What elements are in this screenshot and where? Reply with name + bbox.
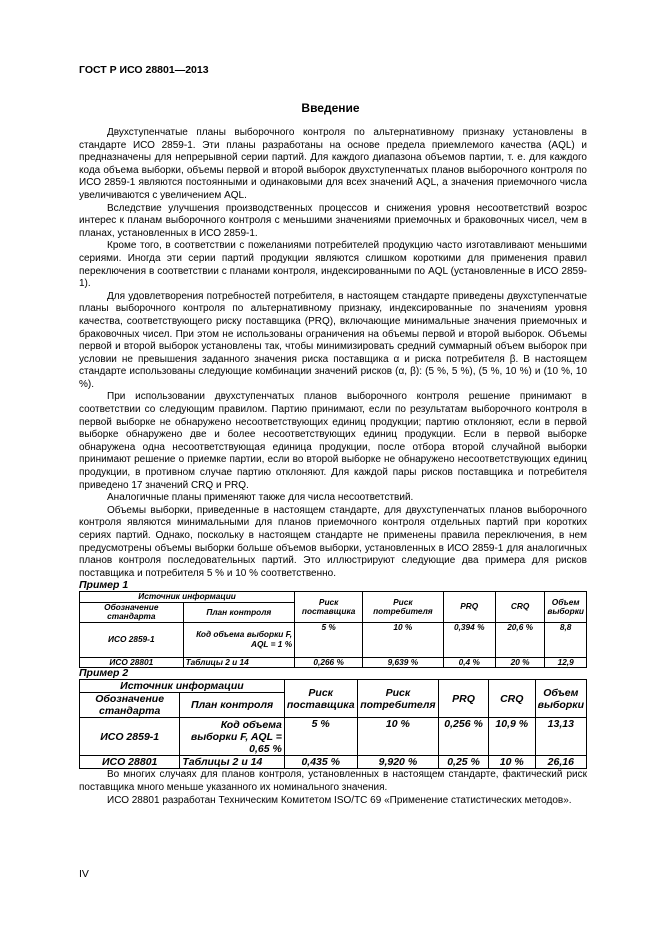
col-prq: PRQ xyxy=(439,680,489,718)
cell-designation: ИСО 2859-1 xyxy=(80,718,180,756)
paragraph: Аналогичные планы применяют также для числа несоответствий. xyxy=(107,492,414,504)
section-title: Введение xyxy=(301,101,360,115)
cell-risk-supplier: 5 % xyxy=(295,622,363,657)
cell-plan: Код объема выборки F, AQL = 1 % xyxy=(183,622,295,657)
paragraph: При использовании двухступенчатых планов выборочного контроля решение принимают в соответствии со следующим правилом. Партию принимают, если по результатам выборочного контроля в первой выборке не обнаружено несоответствующих единиц продукции; партию отклоняют, если в первой выборке обнаружено две и более несоответствующих единиц продукции. Если в первой выборке обнаружена одна несоответствующая единица продукции, после отбора второй случайной выборки принимают решение о приемке партии, если во второй выборке не обнаружено несоответствующих единиц продукции, в противном случае партию отклоняют. Для каждой пары рисков поставщика и потребителя приведено 17 значений CRQ и PRQ. xyxy=(79,391,587,491)
source-header: Источник информации xyxy=(80,592,295,603)
cell-plan: Код объема выборки F, AQL = 0,65 % xyxy=(180,718,285,756)
document-header: ГОСТ Р ИСО 28801—2013 xyxy=(79,64,209,76)
cell-risk-supplier: 5 % xyxy=(284,718,357,756)
col-plan: План контроля xyxy=(180,693,285,718)
paragraph: Во многих случаях для планов контроля, установленных в настоящем стандарте, фактический риск поставщика много меньше указанного их номинального значения. xyxy=(79,769,587,793)
cell-prq: 0,4 % xyxy=(443,657,495,668)
example-2-label: Пример 2 xyxy=(79,667,129,680)
cell-plan: Таблицы 2 и 14 xyxy=(180,756,285,769)
table-row xyxy=(80,680,587,693)
paragraph: Объемы выборки, приведенные в настоящем стандарте, для двухступенчатых планов выборочного контроля являются минимальными для планов приемочного контроля отдельных партий при коротких сериях партий. Однако, поскольку в настоящем стандарте не применены правила переключения, в нем предусмотрены объемы выборки больше объемов выборки, установленных в ИСО 2859-1 для аналогичных планов контроля последовательных партий. Это иллюстрируют следующие два примера для рисков поставщика и потребителя 5 % и 10 % соответственно. xyxy=(79,504,587,579)
cell-risk-consumer: 10 % xyxy=(363,622,443,657)
example-1-table xyxy=(79,591,587,668)
col-volume: Объем выборки xyxy=(545,592,587,623)
cell-volume: 12,9 xyxy=(545,657,587,668)
cell-designation: ИСО 28801 xyxy=(80,756,180,769)
cell-prq: 0,256 % xyxy=(439,718,489,756)
paragraph: ИСО 28801 разработан Техническим Комитетом ISO/TC 69 «Применение статистических методов». xyxy=(107,794,572,806)
col-risk-consumer: Риск потребителя xyxy=(363,592,443,623)
cell-designation: ИСО 2859-1 xyxy=(80,622,184,657)
source-header: Источник информации xyxy=(80,680,285,693)
table-row xyxy=(80,756,587,769)
paragraph: Для удовлетворения потребностей потребителя, в настоящем стандарте приведены двухступенчатые планы выборочного контроля по альтернативному признаку, индексированные по значениям уровня качества, соответствующего риску поставщика (PRQ), включающие минимальные значения приемочных и браковочных чисел. При этом не использованы ограничения на объемы первой и второй выборок. Объемы первой и второй выборок установлены так, чтобы минимизировать средний суммарный объем выборок при условии не превышения заданного значения риска поставщика α и риска потребителя β. В настоящем стандарте использованы следующие комбинации значений рисков (α, β): (5 %, 5 %), (5 %, 10 %) и (10 %, 10 %). xyxy=(79,290,587,390)
cell-designation: ИСО 28801 xyxy=(80,657,184,668)
table-row xyxy=(80,622,587,657)
cell-prq: 0,394 % xyxy=(443,622,495,657)
col-risk-supplier: Риск поставщика xyxy=(284,680,357,718)
col-volume: Объем выборки xyxy=(535,680,586,718)
cell-crq: 20 % xyxy=(495,657,544,668)
cell-volume: 13,13 xyxy=(535,718,586,756)
paragraph: Двухступенчатые планы выборочного контроля по альтернативному признаку установлены в стандарте ИСО 2859-1. Эти планы разработаны на основе предела приемлемого качества (AQL) и предназначены для непрерывной серии партий. Для каждого диапазона объемов партии, т. е. для каждого кода объема выборки, объемы первой и второй выборок двухступенчатых планов выборочного контроля по ИСО 2859-1 являются постоянными и одинаковыми для всех значений AQL, а значения приемочного числа увеличиваются с увеличением AQL. xyxy=(79,127,587,201)
document-body xyxy=(79,127,587,807)
cell-volume: 8,8 xyxy=(545,622,587,657)
example-2-table xyxy=(79,679,587,769)
cell-risk-consumer: 9,639 % xyxy=(363,657,443,668)
table-row xyxy=(80,657,587,668)
table-row xyxy=(80,718,587,756)
cell-crq: 10 % xyxy=(488,756,535,769)
example-1-label: Пример 1 xyxy=(79,579,129,592)
cell-plan: Таблицы 2 и 14 xyxy=(183,657,295,668)
col-designation: Обозначение стандарта xyxy=(80,602,184,622)
col-prq: PRQ xyxy=(443,592,495,623)
col-plan: План контроля xyxy=(183,602,295,622)
cell-prq: 0,25 % xyxy=(439,756,489,769)
col-crq: CRQ xyxy=(488,680,535,718)
col-crq: CRQ xyxy=(495,592,544,623)
cell-crq: 10,9 % xyxy=(488,718,535,756)
page-number: IV xyxy=(79,868,89,880)
cell-risk-supplier: 0,435 % xyxy=(284,756,357,769)
cell-risk-consumer: 9,920 % xyxy=(357,756,439,769)
cell-risk-consumer: 10 % xyxy=(357,718,439,756)
cell-volume: 26,16 xyxy=(535,756,586,769)
col-risk-supplier: Риск поставщика xyxy=(295,592,363,623)
paragraph: Кроме того, в соответствии с пожеланиями потребителей продукцию часто изготавливают меньшими сериями. Иногда эти серии партий продукции являются слишком короткими для применения правил переключения в соответствии с планами контроля, индексированными по AQL (установленные в ИСО 2859-1). xyxy=(79,240,587,290)
cell-risk-supplier: 0,266 % xyxy=(295,657,363,668)
paragraph: Вследствие улучшения производственных процессов и снижения уровня несоответствий возрос интерес к планам выборочного контроля с меньшими значениями приемочных и браковочных чисел, чем в планах, установленных в ИСО 2859-1. xyxy=(79,202,587,239)
col-risk-consumer: Риск потребителя xyxy=(357,680,439,718)
col-designation: Обозначение стандарта xyxy=(80,693,180,718)
table-row xyxy=(80,592,587,603)
cell-crq: 20,6 % xyxy=(495,622,544,657)
